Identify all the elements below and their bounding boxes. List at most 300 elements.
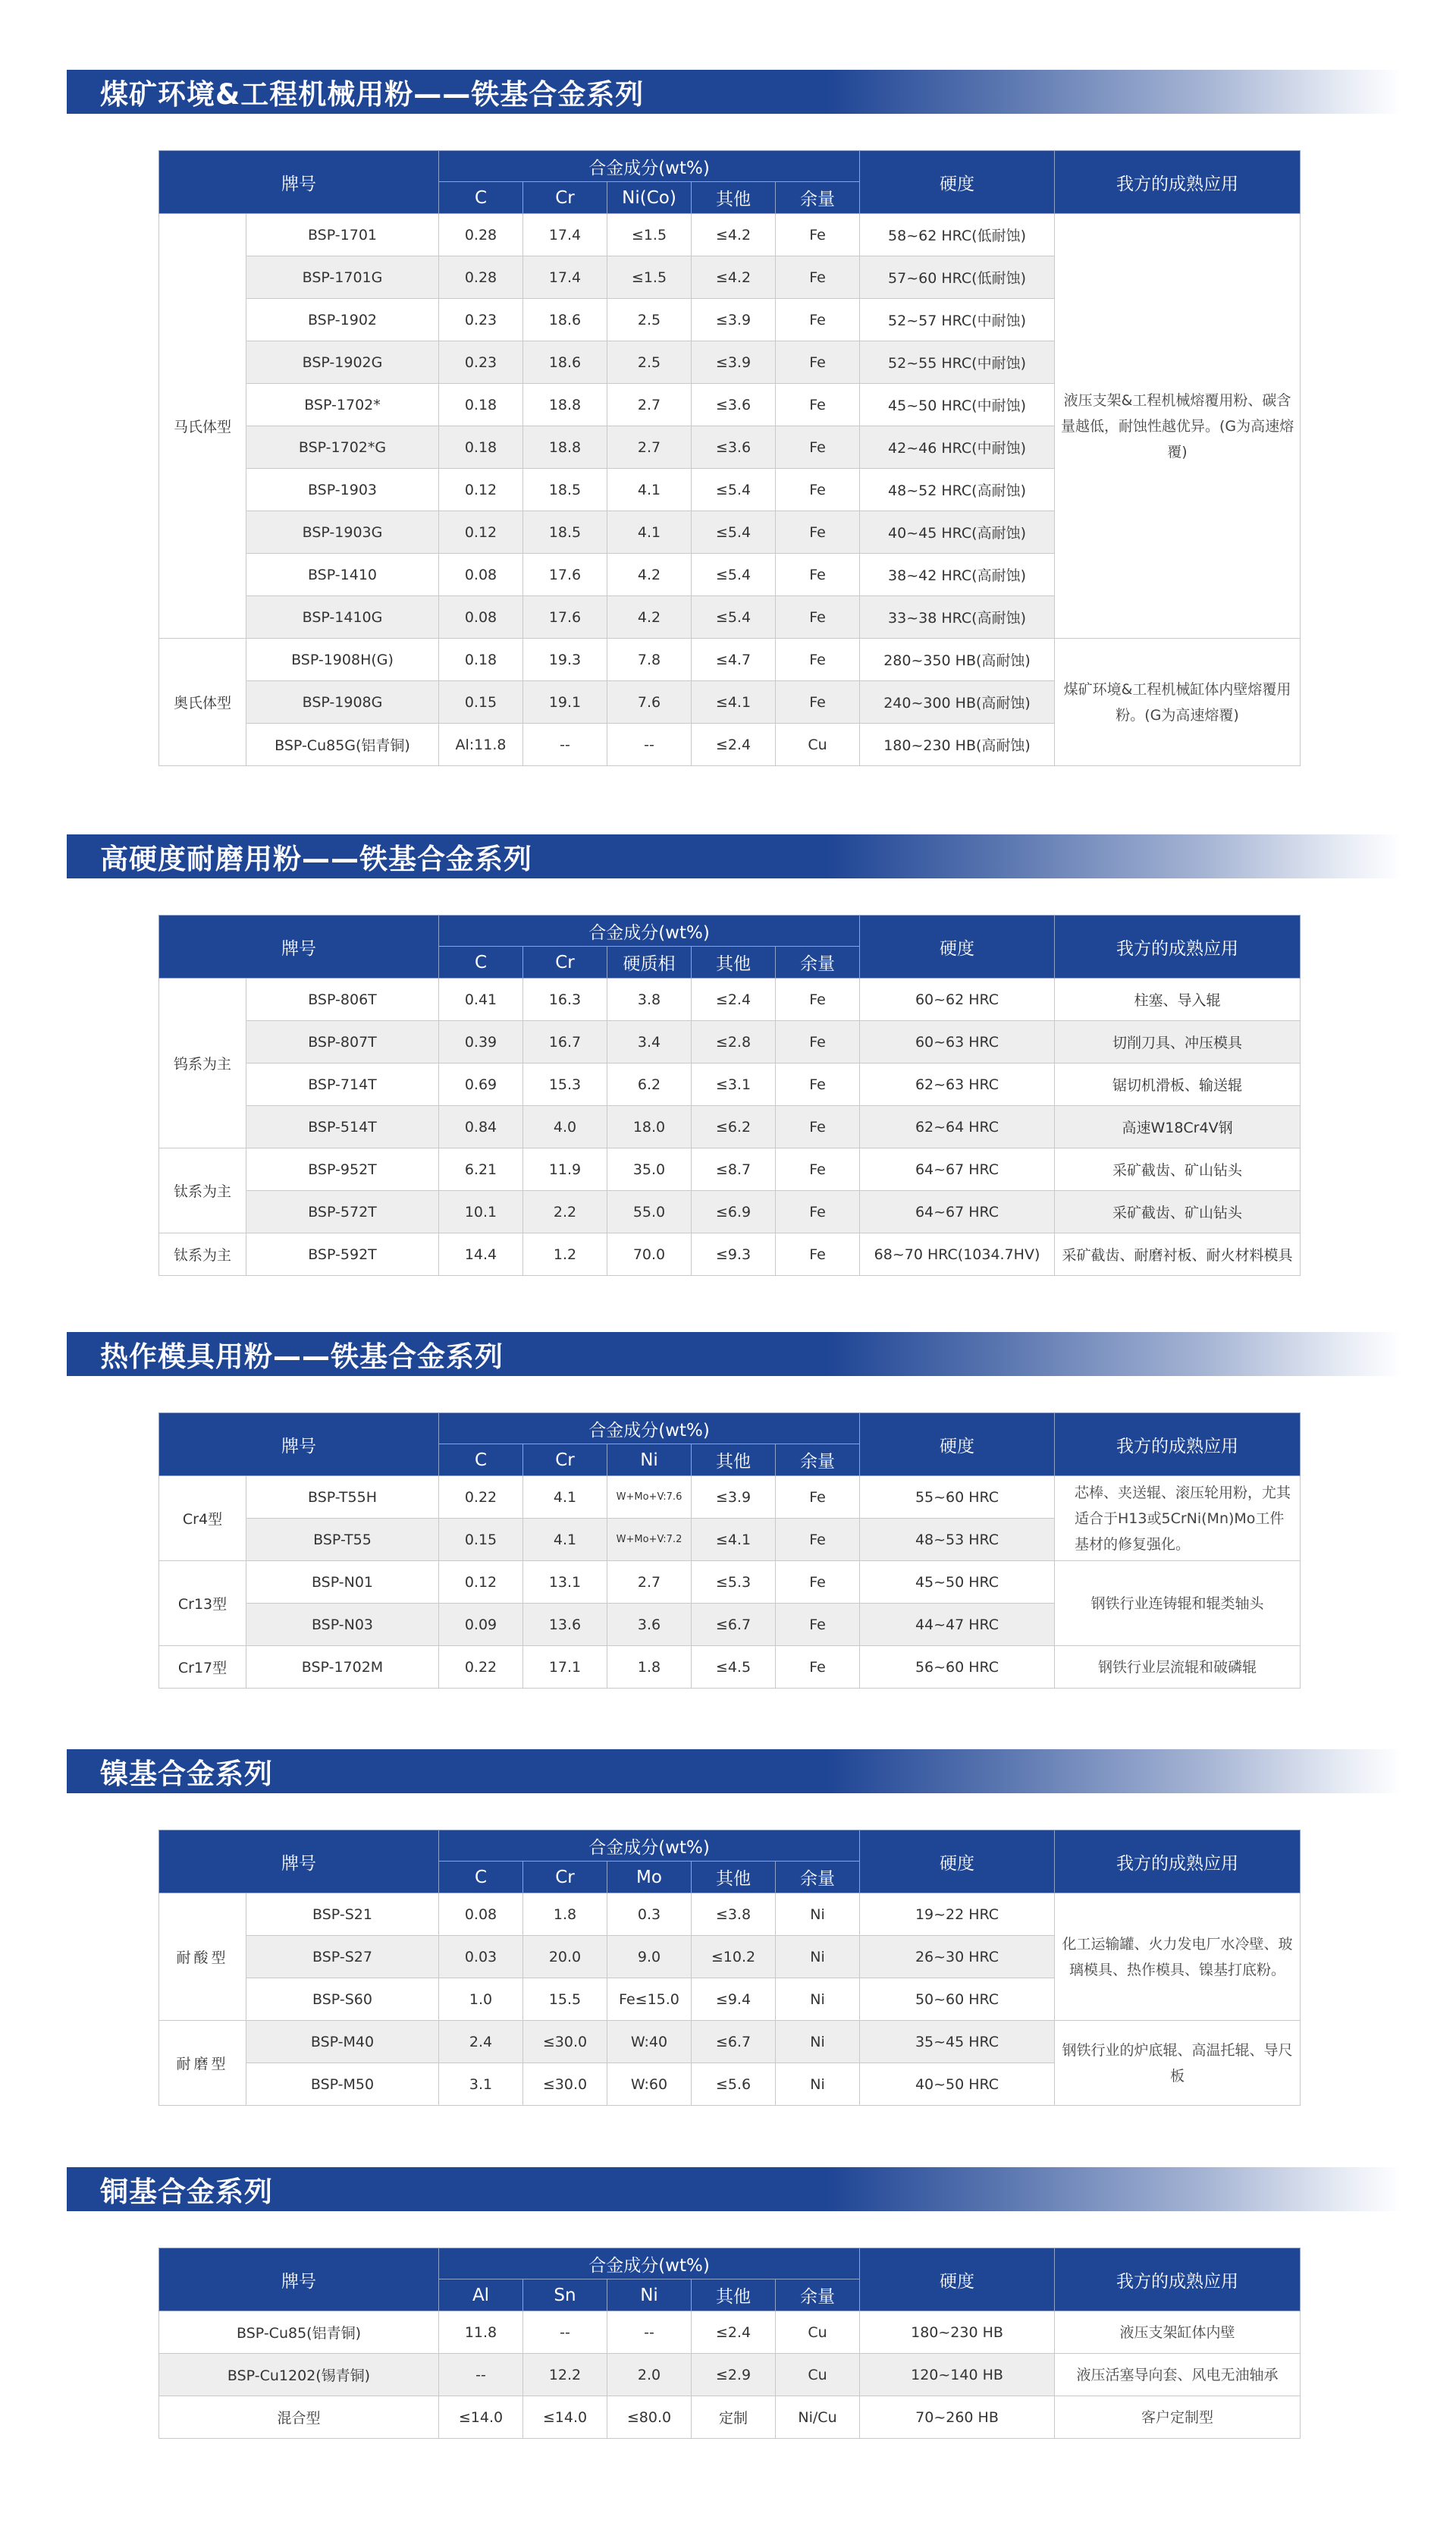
element-value-cell: 11.8 (439, 2311, 523, 2354)
element-value-cell: 15.5 (523, 1978, 607, 2021)
section-title: 铜基合金系列 (100, 2176, 273, 2208)
grade-cell: BSP-N03 (246, 1604, 439, 1646)
element-value-cell: W:60 (607, 2063, 692, 2106)
balance-cell: Fe (776, 1233, 860, 1276)
element-value-cell: 1.8 (523, 1893, 607, 1936)
grade-cell: BSP-N01 (246, 1561, 439, 1604)
balance-cell: Ni (776, 2063, 860, 2106)
element-value-cell: 0.18 (439, 639, 523, 681)
grade-cell: BSP-1902 (246, 299, 439, 341)
header-grade: 牌号 (159, 1830, 439, 1893)
other-value-cell: ≤4.2 (692, 214, 776, 256)
hardness-cell: 70~260 HB (860, 2396, 1055, 2439)
hardness-cell: 62~64 HRC (860, 1106, 1055, 1148)
element-value-cell: 18.0 (607, 1106, 692, 1148)
hardness-cell: 58~62 HRC(低耐蚀) (860, 214, 1055, 256)
hardness-cell: 45~50 HRC (860, 1561, 1055, 1604)
element-value-cell: 2.7 (607, 1561, 692, 1604)
other-value-cell: ≤8.7 (692, 1148, 776, 1191)
element-value-cell: 7.6 (607, 681, 692, 724)
table-row (159, 2396, 1301, 2439)
application-cell: 柱塞、导入辊 (1055, 979, 1301, 1021)
other-value-cell: ≤10.2 (692, 1936, 776, 1978)
grade-cell: BSP-Cu1202(锡青铜) (159, 2354, 439, 2396)
hardness-cell: 50~60 HRC (860, 1978, 1055, 2021)
grade-cell: BSP-1903 (246, 469, 439, 511)
balance-cell: Fe (776, 596, 860, 639)
header-hardness: 硬度 (860, 1413, 1055, 1476)
grade-cell: BSP-952T (246, 1148, 439, 1191)
header-element: 其他 (692, 1862, 776, 1893)
grade-cell: BSP-572T (246, 1191, 439, 1233)
hardness-cell: 35~45 HRC (860, 2021, 1055, 2063)
category-cell: 奥氏体型 (159, 639, 246, 766)
element-value-cell: 0.41 (439, 979, 523, 1021)
element-value-cell: 3.6 (607, 1604, 692, 1646)
element-value-cell: 0.39 (439, 1021, 523, 1063)
element-value-cell: 13.6 (523, 1604, 607, 1646)
grade-cell: BSP-1702* (246, 384, 439, 426)
other-value-cell: ≤3.9 (692, 299, 776, 341)
grade-cell: BSP-M40 (246, 2021, 439, 2063)
table-row (159, 1106, 1301, 1148)
header-element: 余量 (776, 1444, 860, 1476)
element-value-cell: 0.15 (439, 1519, 523, 1561)
category-cell: 马氏体型 (159, 214, 246, 639)
hardness-cell: 64~67 HRC (860, 1148, 1055, 1191)
balance-cell: Fe (776, 979, 860, 1021)
hardness-cell: 52~55 HRC(中耐蚀) (860, 341, 1055, 384)
table-row (159, 1646, 1301, 1689)
table-row (159, 1191, 1301, 1233)
other-value-cell: ≤4.2 (692, 256, 776, 299)
application-cell: 化工运输罐、火力发电厂水冷壁、玻璃模具、热作模具、镍基打底粉。 (1055, 1893, 1301, 2021)
category-cell: Cr17型 (159, 1646, 246, 1689)
header-application: 我方的成熟应用 (1055, 2248, 1301, 2311)
application-cell: 液压支架&工程机械熔覆用粉、碳含量越低，耐蚀性越优异。(G为高速熔覆) (1055, 214, 1301, 639)
table-row (159, 1148, 1301, 1191)
header-element: Al (439, 2279, 523, 2311)
header-grade: 牌号 (159, 916, 439, 979)
hardness-cell: 60~62 HRC (860, 979, 1055, 1021)
balance-cell: Fe (776, 1561, 860, 1604)
section-title: 煤矿环境&工程机械用粉——铁基合金系列 (100, 78, 645, 111)
header-element: 余量 (776, 182, 860, 214)
table-row (159, 1476, 1301, 1519)
balance-cell: Fe (776, 1063, 860, 1106)
other-value-cell: ≤3.6 (692, 384, 776, 426)
grade-cell: BSP-1908H(G) (246, 639, 439, 681)
hardness-cell: 44~47 HRC (860, 1604, 1055, 1646)
balance-cell: Fe (776, 426, 860, 469)
element-value-cell: 2.2 (523, 1191, 607, 1233)
hardness-cell: 240~300 HB(高耐蚀) (860, 681, 1055, 724)
element-value-cell: -- (607, 724, 692, 766)
element-value-cell: ≤14.0 (439, 2396, 523, 2439)
element-value-cell: 1.8 (607, 1646, 692, 1689)
header-composition: 合金成分(wt%) (439, 1830, 860, 1862)
balance-cell: Fe (776, 214, 860, 256)
element-value-cell: 1.0 (439, 1978, 523, 2021)
grade-cell: 混合型 (159, 2396, 439, 2439)
high-hardness-alloy-table (158, 915, 1301, 1276)
grade-cell: BSP-1701 (246, 214, 439, 256)
element-value-cell: 6.2 (607, 1063, 692, 1106)
element-value-cell: 18.5 (523, 511, 607, 554)
element-value-cell: 9.0 (607, 1936, 692, 1978)
element-value-cell: 0.03 (439, 1936, 523, 1978)
other-value-cell: 定制 (692, 2396, 776, 2439)
header-hardness: 硬度 (860, 1830, 1055, 1893)
header-element: Ni (607, 1444, 692, 1476)
table-row (159, 2354, 1301, 2396)
header-element: 其他 (692, 947, 776, 979)
element-value-cell: 0.84 (439, 1106, 523, 1148)
grade-cell: BSP-1702M (246, 1646, 439, 1689)
element-value-cell: 0.09 (439, 1604, 523, 1646)
element-value-cell: 18.6 (523, 299, 607, 341)
grade-cell: BSP-714T (246, 1063, 439, 1106)
header-element: C (439, 182, 523, 214)
balance-cell: Ni (776, 1936, 860, 1978)
other-value-cell: ≤9.4 (692, 1978, 776, 2021)
element-value-cell: 17.1 (523, 1646, 607, 1689)
element-value-cell: -- (439, 2354, 523, 2396)
element-value-cell: 1.2 (523, 1233, 607, 1276)
header-element: C (439, 1444, 523, 1476)
element-value-cell: 15.3 (523, 1063, 607, 1106)
table-row (159, 1063, 1301, 1106)
header-element: Mo (607, 1862, 692, 1893)
header-element: Cr (523, 1862, 607, 1893)
element-value-cell: 16.7 (523, 1021, 607, 1063)
category-cell: 钛系为主 (159, 1148, 246, 1233)
hardness-cell: 26~30 HRC (860, 1936, 1055, 1978)
header-element: Ni (607, 2279, 692, 2311)
hardness-cell: 280~350 HB(高耐蚀) (860, 639, 1055, 681)
grade-cell: BSP-T55H (246, 1476, 439, 1519)
element-value-cell: 70.0 (607, 1233, 692, 1276)
application-cell: 芯棒、夹送辊、滚压轮用粉，尤其适合于H13或5CrNi(Mn)Mo工件基材的修复强化。 (1055, 1476, 1301, 1561)
other-value-cell: ≤3.1 (692, 1063, 776, 1106)
header-composition: 合金成分(wt%) (439, 2248, 860, 2279)
header-grade: 牌号 (159, 2248, 439, 2311)
element-value-cell: 3.4 (607, 1021, 692, 1063)
element-value-cell: ≤30.0 (523, 2021, 607, 2063)
application-cell: 客户定制型 (1055, 2396, 1301, 2439)
element-value-cell: 17.4 (523, 214, 607, 256)
copper-based-alloy-table (158, 2248, 1301, 2439)
hardness-cell: 42~46 HRC(中耐蚀) (860, 426, 1055, 469)
header-hardness: 硬度 (860, 151, 1055, 214)
other-value-cell: ≤2.8 (692, 1021, 776, 1063)
element-value-cell: 6.21 (439, 1148, 523, 1191)
balance-cell: Fe (776, 511, 860, 554)
balance-cell: Fe (776, 384, 860, 426)
header-composition: 合金成分(wt%) (439, 151, 860, 182)
element-value-cell: 11.9 (523, 1148, 607, 1191)
element-value-cell: ≤1.5 (607, 256, 692, 299)
grade-cell: BSP-514T (246, 1106, 439, 1148)
element-value-cell: -- (607, 2311, 692, 2354)
element-value-cell: 2.5 (607, 341, 692, 384)
grade-cell: BSP-M50 (246, 2063, 439, 2106)
element-value-cell: 3.1 (439, 2063, 523, 2106)
category-cell: 钨系为主 (159, 979, 246, 1148)
balance-cell: Fe (776, 639, 860, 681)
header-application: 我方的成熟应用 (1055, 1413, 1301, 1476)
category-cell: 耐磨型 (159, 2021, 246, 2106)
element-value-cell: 0.69 (439, 1063, 523, 1106)
header-hardness: 硬度 (860, 916, 1055, 979)
grade-cell: BSP-S27 (246, 1936, 439, 1978)
element-value-cell: 4.1 (607, 469, 692, 511)
element-value-cell: ≤14.0 (523, 2396, 607, 2439)
header-element: 余量 (776, 947, 860, 979)
element-value-cell: 16.3 (523, 979, 607, 1021)
header-element: 其他 (692, 2279, 776, 2311)
hardness-cell: 40~50 HRC (860, 2063, 1055, 2106)
element-value-cell: 0.12 (439, 1561, 523, 1604)
element-value-cell: 0.28 (439, 256, 523, 299)
hardness-cell: 180~230 HB (860, 2311, 1055, 2354)
other-value-cell: ≤6.7 (692, 2021, 776, 2063)
element-value-cell: 2.5 (607, 299, 692, 341)
other-value-cell: ≤3.6 (692, 426, 776, 469)
element-value-cell: ≤30.0 (523, 2063, 607, 2106)
element-value-cell: 10.1 (439, 1191, 523, 1233)
element-value-cell: W+Mo+V:7.6 (607, 1476, 692, 1519)
balance-cell: Fe (776, 1148, 860, 1191)
element-value-cell: 0.08 (439, 554, 523, 596)
application-cell: 液压支架缸体内壁 (1055, 2311, 1301, 2354)
header-element: 余量 (776, 1862, 860, 1893)
header-element: Sn (523, 2279, 607, 2311)
header-element: 余量 (776, 2279, 860, 2311)
element-value-cell: 13.1 (523, 1561, 607, 1604)
section-banner-hot-work-die (67, 1332, 1401, 1376)
element-value-cell: 0.3 (607, 1893, 692, 1936)
balance-cell: Fe (776, 554, 860, 596)
element-value-cell: 0.28 (439, 214, 523, 256)
other-value-cell: ≤6.9 (692, 1191, 776, 1233)
grade-cell: BSP-807T (246, 1021, 439, 1063)
nickel-based-alloy-table (158, 1830, 1301, 2106)
header-grade: 牌号 (159, 1413, 439, 1476)
element-value-cell: 19.1 (523, 681, 607, 724)
header-application: 我方的成熟应用 (1055, 1830, 1301, 1893)
balance-cell: Fe (776, 1106, 860, 1148)
element-value-cell: 0.22 (439, 1476, 523, 1519)
grade-cell: BSP-806T (246, 979, 439, 1021)
header-grade: 牌号 (159, 151, 439, 214)
grade-cell: BSP-Cu85(铝青铜) (159, 2311, 439, 2354)
other-value-cell: ≤5.6 (692, 2063, 776, 2106)
hardness-cell: 62~63 HRC (860, 1063, 1055, 1106)
balance-cell: Fe (776, 1476, 860, 1519)
balance-cell: Fe (776, 681, 860, 724)
element-value-cell: 0.08 (439, 596, 523, 639)
balance-cell: Fe (776, 1191, 860, 1233)
other-value-cell: ≤5.3 (692, 1561, 776, 1604)
balance-cell: Ni (776, 2021, 860, 2063)
element-value-cell: Fe≤15.0 (607, 1978, 692, 2021)
hardness-cell: 40~45 HRC(高耐蚀) (860, 511, 1055, 554)
application-cell: 锯切机滑板、输送辊 (1055, 1063, 1301, 1106)
header-hardness: 硬度 (860, 2248, 1055, 2311)
grade-cell: BSP-Cu85G(铝青铜) (246, 724, 439, 766)
table-row (159, 1233, 1301, 1276)
category-cell: 耐酸型 (159, 1893, 246, 2021)
application-cell: 采矿截齿、耐磨衬板、耐火材料模具 (1055, 1233, 1301, 1276)
element-value-cell: 2.0 (607, 2354, 692, 2396)
element-value-cell: W+Mo+V:7.2 (607, 1519, 692, 1561)
other-value-cell: ≤4.1 (692, 681, 776, 724)
element-value-cell: 18.8 (523, 426, 607, 469)
header-element: C (439, 947, 523, 979)
element-value-cell: W:40 (607, 2021, 692, 2063)
element-value-cell: 19.3 (523, 639, 607, 681)
header-composition: 合金成分(wt%) (439, 916, 860, 947)
other-value-cell: ≤3.9 (692, 1476, 776, 1519)
other-value-cell: ≤2.9 (692, 2354, 776, 2396)
element-value-cell: 4.0 (523, 1106, 607, 1148)
other-value-cell: ≤3.8 (692, 1893, 776, 1936)
header-element: 其他 (692, 1444, 776, 1476)
other-value-cell: ≤4.7 (692, 639, 776, 681)
balance-cell: Ni (776, 1978, 860, 2021)
balance-cell: Ni/Cu (776, 2396, 860, 2439)
table-row (159, 1021, 1301, 1063)
element-value-cell: Al:11.8 (439, 724, 523, 766)
element-value-cell: 18.8 (523, 384, 607, 426)
header-element: Ni(Co) (607, 182, 692, 214)
balance-cell: Fe (776, 469, 860, 511)
balance-cell: Ni (776, 1893, 860, 1936)
balance-cell: Fe (776, 256, 860, 299)
application-cell: 切削刀具、冲压模具 (1055, 1021, 1301, 1063)
balance-cell: Fe (776, 1604, 860, 1646)
element-value-cell: 4.1 (523, 1476, 607, 1519)
grade-cell: BSP-1902G (246, 341, 439, 384)
hardness-cell: 48~52 HRC(高耐蚀) (860, 469, 1055, 511)
section-title: 热作模具用粉——铁基合金系列 (100, 1340, 504, 1373)
other-value-cell: ≤3.9 (692, 341, 776, 384)
hardness-cell: 55~60 HRC (860, 1476, 1055, 1519)
element-value-cell: 0.12 (439, 469, 523, 511)
element-value-cell: 0.18 (439, 384, 523, 426)
other-value-cell: ≤2.4 (692, 979, 776, 1021)
header-application: 我方的成熟应用 (1055, 151, 1301, 214)
hardness-cell: 180~230 HB(高耐蚀) (860, 724, 1055, 766)
other-value-cell: ≤2.4 (692, 2311, 776, 2354)
coal-mining-alloy-table (158, 150, 1301, 766)
other-value-cell: ≤5.4 (692, 596, 776, 639)
hardness-cell: 38~42 HRC(高耐蚀) (860, 554, 1055, 596)
header-element: 硬质相 (607, 947, 692, 979)
grade-cell: BSP-S21 (246, 1893, 439, 1936)
element-value-cell: 17.4 (523, 256, 607, 299)
section-title: 镍基合金系列 (100, 1758, 273, 1790)
element-value-cell: 0.23 (439, 341, 523, 384)
grade-cell: BSP-1701G (246, 256, 439, 299)
element-value-cell: 0.18 (439, 426, 523, 469)
category-cell: Cr13型 (159, 1561, 246, 1646)
other-value-cell: ≤6.7 (692, 1604, 776, 1646)
hardness-cell: 19~22 HRC (860, 1893, 1055, 1936)
table-row (159, 1561, 1301, 1604)
hardness-cell: 56~60 HRC (860, 1646, 1055, 1689)
element-value-cell: 3.8 (607, 979, 692, 1021)
table-row (159, 979, 1301, 1021)
hardness-cell: 33~38 HRC(高耐蚀) (860, 596, 1055, 639)
grade-cell: BSP-1903G (246, 511, 439, 554)
section-banner-nickel-based (67, 1749, 1401, 1793)
element-value-cell: 4.1 (607, 511, 692, 554)
header-composition: 合金成分(wt%) (439, 1413, 860, 1444)
element-value-cell: 4.2 (607, 554, 692, 596)
hardness-cell: 57~60 HRC(低耐蚀) (860, 256, 1055, 299)
grade-cell: BSP-1410 (246, 554, 439, 596)
other-value-cell: ≤9.3 (692, 1233, 776, 1276)
balance-cell: Cu (776, 2311, 860, 2354)
element-value-cell: 55.0 (607, 1191, 692, 1233)
application-cell: 采矿截齿、矿山钻头 (1055, 1191, 1301, 1233)
grade-cell: BSP-1410G (246, 596, 439, 639)
other-value-cell: ≤6.2 (692, 1106, 776, 1148)
element-value-cell: 7.8 (607, 639, 692, 681)
header-element: 其他 (692, 182, 776, 214)
table-row (159, 639, 1301, 681)
hardness-cell: 52~57 HRC(中耐蚀) (860, 299, 1055, 341)
element-value-cell: 2.4 (439, 2021, 523, 2063)
table-row (159, 1893, 1301, 1936)
application-cell: 高速W18Cr4V钢 (1055, 1106, 1301, 1148)
element-value-cell: ≤1.5 (607, 214, 692, 256)
other-value-cell: ≤4.1 (692, 1519, 776, 1561)
element-value-cell: 2.7 (607, 426, 692, 469)
element-value-cell: -- (523, 2311, 607, 2354)
other-value-cell: ≤5.4 (692, 511, 776, 554)
grade-cell: BSP-1702*G (246, 426, 439, 469)
category-cell: Cr4型 (159, 1476, 246, 1561)
element-value-cell: -- (523, 724, 607, 766)
hot-work-die-alloy-table (158, 1412, 1301, 1689)
table-row (159, 2021, 1301, 2063)
balance-cell: Fe (776, 299, 860, 341)
section-title: 高硬度耐磨用粉——铁基合金系列 (100, 843, 532, 875)
grade-cell: BSP-1908G (246, 681, 439, 724)
header-element: Cr (523, 1444, 607, 1476)
balance-cell: Fe (776, 341, 860, 384)
hardness-cell: 60~63 HRC (860, 1021, 1055, 1063)
other-value-cell: ≤2.4 (692, 724, 776, 766)
balance-cell: Fe (776, 1021, 860, 1063)
table-row (159, 214, 1301, 256)
element-value-cell: 12.2 (523, 2354, 607, 2396)
section-banner-coal-mining (67, 70, 1401, 114)
balance-cell: Fe (776, 1646, 860, 1689)
hardness-cell: 64~67 HRC (860, 1191, 1055, 1233)
element-value-cell: 20.0 (523, 1936, 607, 1978)
header-element: Cr (523, 182, 607, 214)
section-banner-high-hardness (67, 834, 1401, 878)
hardness-cell: 45~50 HRC(中耐蚀) (860, 384, 1055, 426)
element-value-cell: 4.2 (607, 596, 692, 639)
element-value-cell: 35.0 (607, 1148, 692, 1191)
header-element: C (439, 1862, 523, 1893)
element-value-cell: 0.12 (439, 511, 523, 554)
